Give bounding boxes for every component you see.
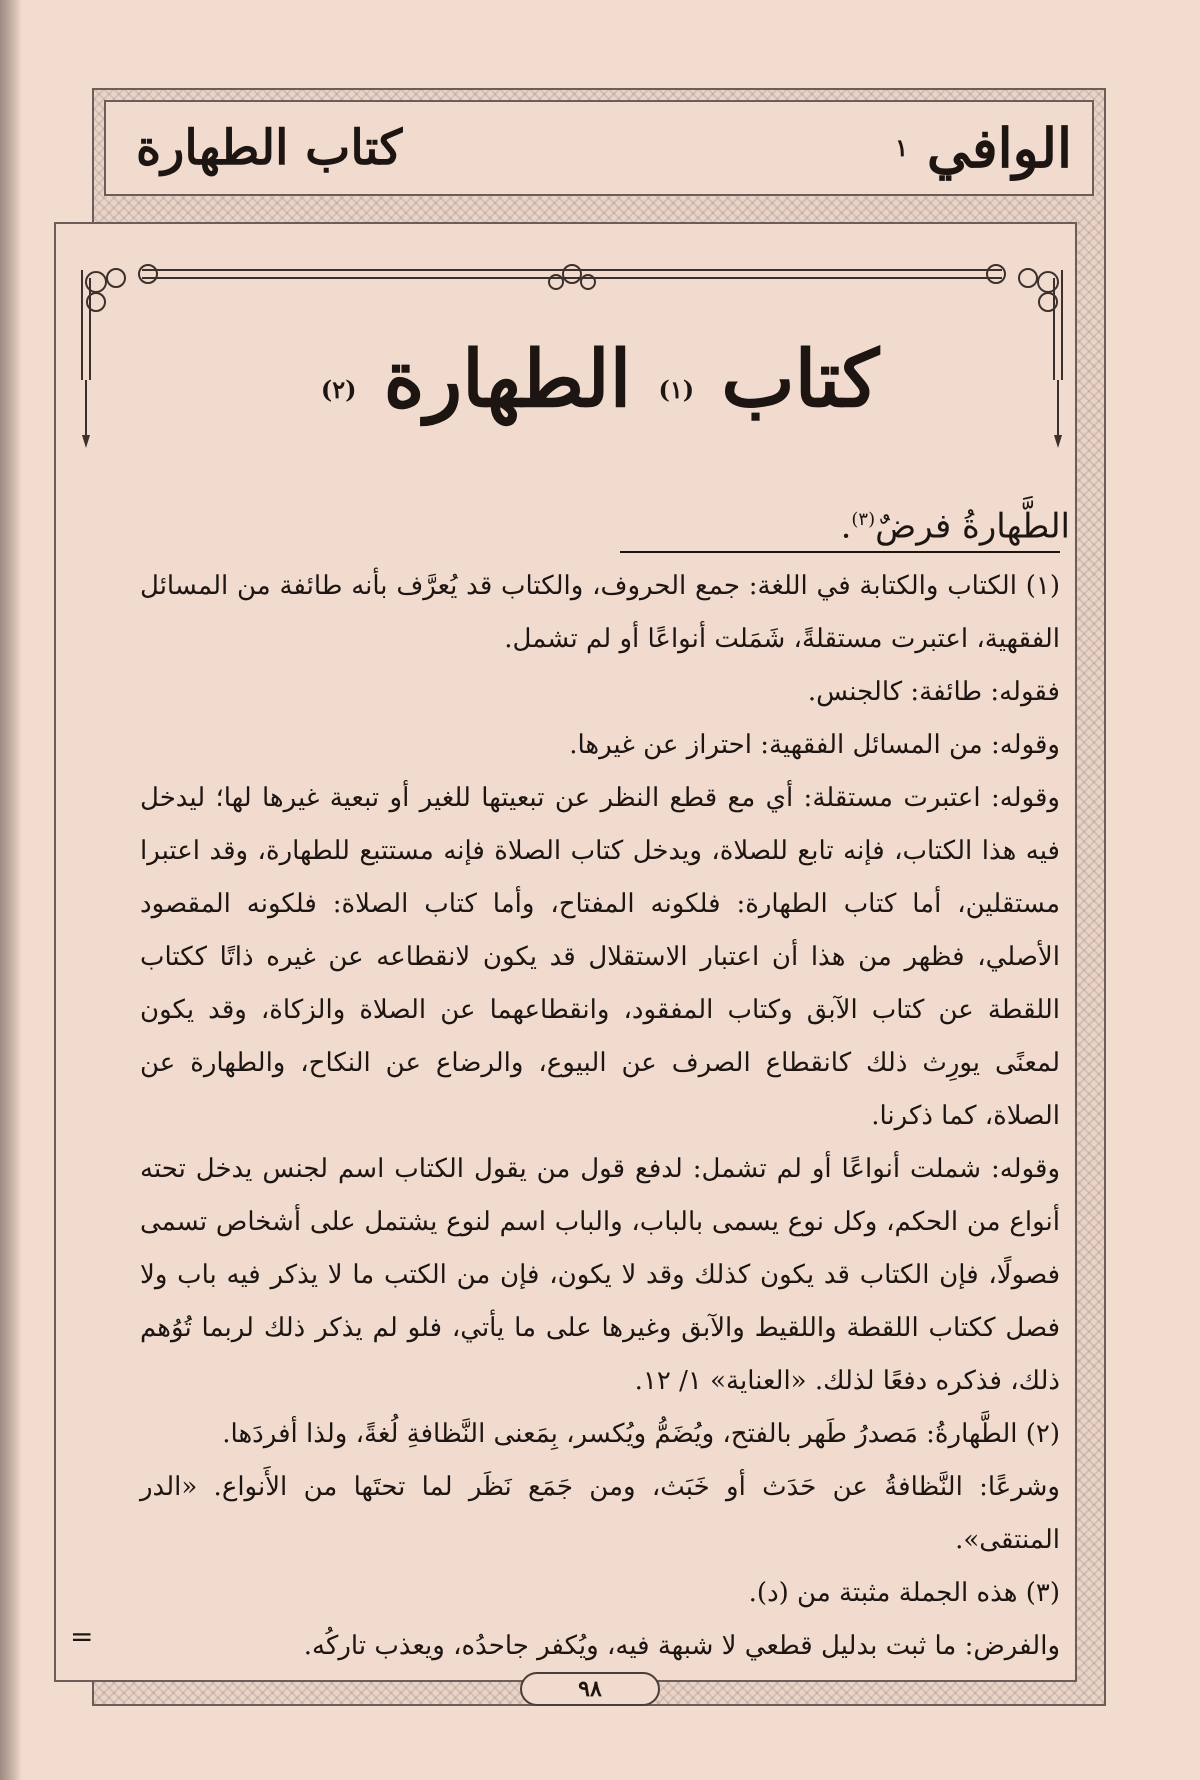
footnote-ref-1: (١) (658, 375, 695, 404)
footnote-ref-2: (٢) (320, 375, 357, 404)
footnote-2-part: وشرعًا: النَّظافةُ عن حَدَث أو خَبَث، ومن جَمَع نَظَر لما تحتَها من الأَنواع. «الدر المنتقى». (140, 1472, 1060, 1555)
footnote-1-part: وقوله: من المسائل الفقهية: احتراز عن غيرها. (569, 730, 1060, 760)
footnote-1-part: وقوله: شملت أنواعًا أو لم تشمل: لدفع قول من يقول الكتاب اسم لجنس يدخل تحته أنواع من الحكم، وكل نوع يسمى بالباب، والباب اسم لنوع يشتمل على أشخاص تسمى فصولًا، فإن الكتاب قد يكون كذلك وقد لا يكون، فإن من الكتب ما لا يذكر فيه باب ولا فصل ككتاب اللقطة واللقيط والآبق وغيرها على ما يأتي، فلو لم يذكر ذلك لربما تُوُهم ذلك، فذكره دفعًا لذلك. «العناية» ١/ ١٢. (140, 1154, 1061, 1396)
book-gutter (0, 0, 22, 1780)
footnote-1-part: وقوله: اعتبرت مستقلة: أي مع قطع النظر عن تبعيتها للغير أو تبعية غيرها لها؛ ليدخل فيه هذا الكتاب، فإنه تابع للصلاة، ويدخل كتاب الصلاة فإنه مستتبع للطهارة، وقد اعتبرا مستقلين، أما كتاب الطهارة: فلكونه المفتاح، وأما كتاب الصلاة: فلكونه المقصود الأصلي، فظهر من هذا أن اعتبار الاستقلال قد يكون لانقطاعه عن غيره ذاتًا ككتاب اللقطة عن كتاب الآبق وكتاب المفقود، وانقطاعهما عن الصلاة والزكاة، وقد يكون لمعنًى يورِث ذلك كانقطاع الصرف عن البيوع، والرضاع عن النكاح، والطهارة عن الصلاة، كما ذكرنا. (140, 783, 1060, 1131)
footnote-2: (٢) الطَّهارةُ: مَصدرُ طَهر بالفتح، ويُضَمُّ ويُكسر، بِمَعنى النَّظافةِ لُغةً، ولذا أفردَها. (222, 1419, 1060, 1449)
footnote-1: (١) الكتاب والكتابة في اللغة: جمع الحروف، والكتاب قد يُعرَّف بأنه طائفة من المسائل الفقهية، اعتبرت مستقلةً، شَمَلت أنواعًا أو لم تشمل. (140, 571, 1060, 654)
chapter-title (300, 320, 900, 440)
chapter-title-word-kitab: كتاب (721, 334, 880, 425)
footnotes (140, 560, 1060, 1673)
book-title (895, 110, 1072, 186)
volume-number: ١ (895, 133, 908, 162)
footnote-ref-3: (٣) (851, 509, 876, 530)
main-text-body: الطَّهارةُ فرضٌ (875, 506, 1070, 547)
footnote-1-part: فقوله: طائفة: كالجنس. (807, 677, 1060, 707)
footnote-3-part: والفرض: ما ثبت بدليل قطعي لا شبهة فيه، ويُكفر جاحدُه، ويعذب تاركُه. (303, 1631, 1060, 1661)
chapter-title-word-tahara: الطهارة (383, 334, 632, 425)
footnote-separator (620, 551, 1060, 553)
section-title: كتاب الطهارة (136, 120, 403, 176)
page-number: ٩٨ (520, 1672, 660, 1706)
main-text (841, 488, 1070, 552)
continuation-mark: = (70, 1620, 94, 1653)
main-text-end: . (840, 506, 852, 547)
footnote-3: (٣) هذه الجملة مثبتة من (د). (748, 1578, 1060, 1608)
book-title-text: الوافي (926, 116, 1072, 180)
